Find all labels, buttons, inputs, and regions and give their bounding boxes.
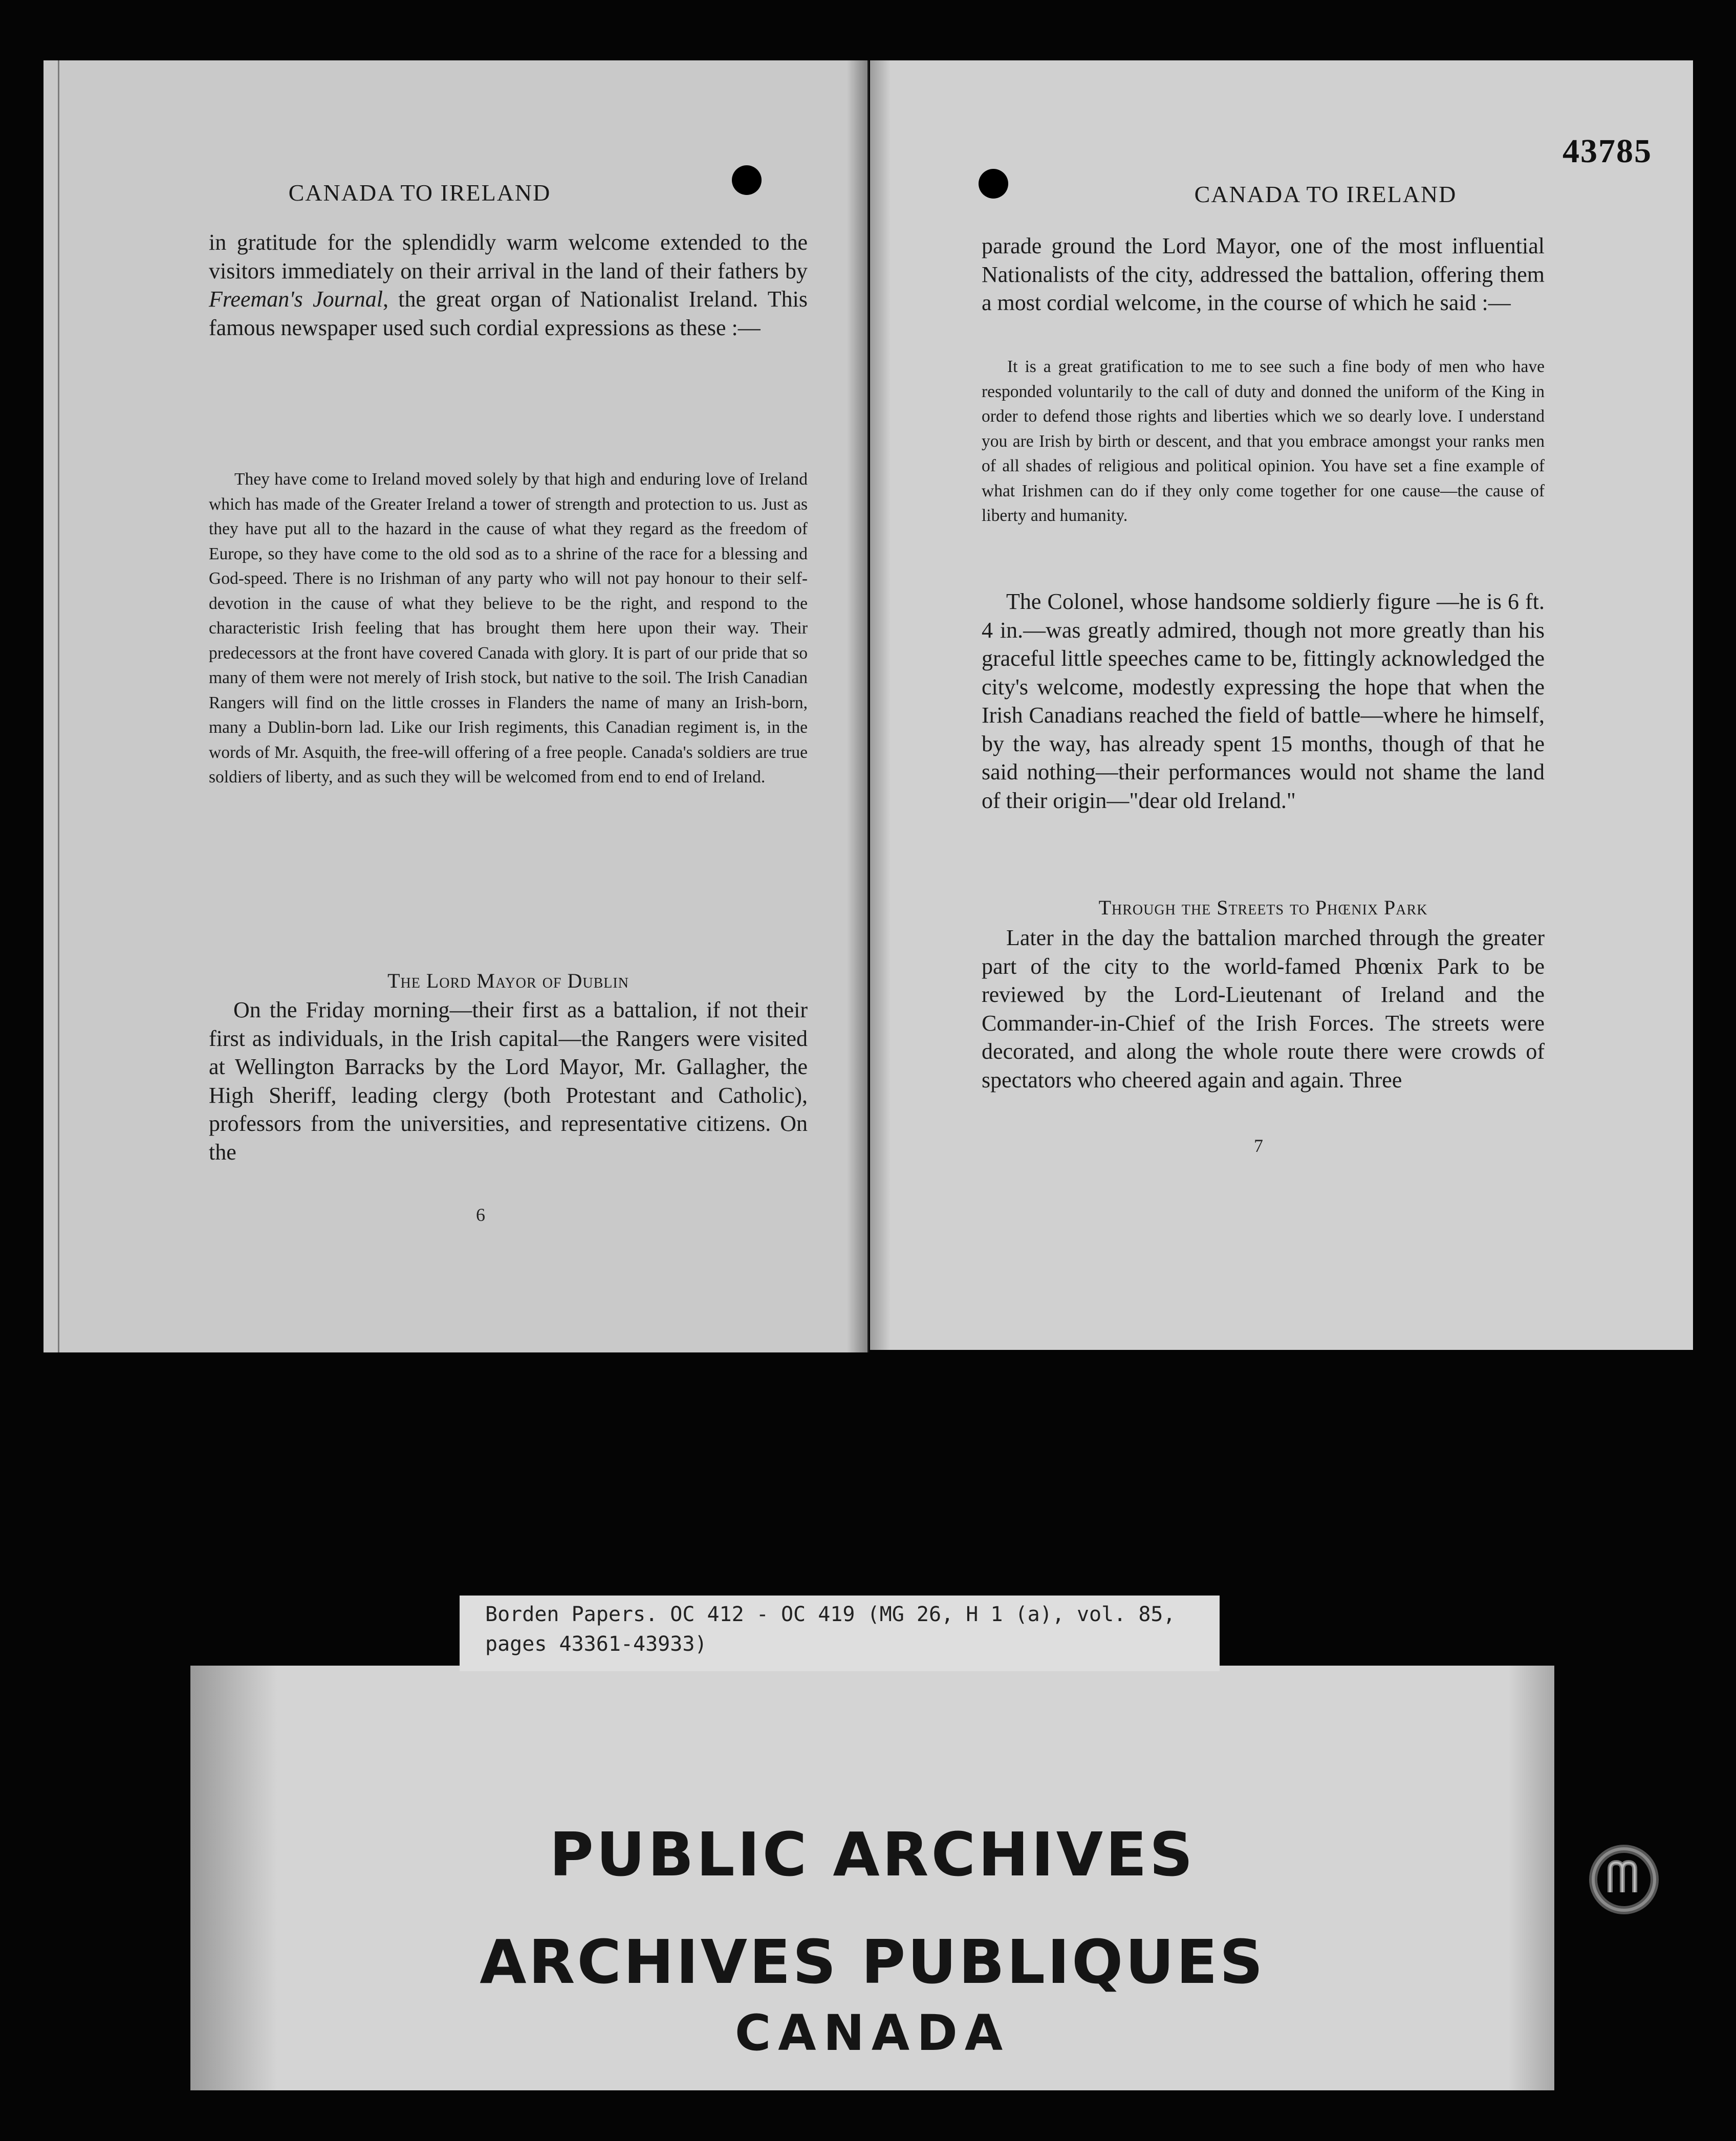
archive-country: CANADA: [734, 2004, 1010, 2062]
left-folio: 6: [476, 1205, 485, 1225]
intro-text-b: , the great organ of Nationalist Ireland. This famous newspaper used such cordial expressions as these :—: [209, 287, 808, 340]
archive-title-french: ARCHIVES PUBLIQUES: [480, 1927, 1265, 1997]
left-page: [44, 60, 869, 1352]
publication-title: Freeman's Journal: [209, 287, 383, 312]
archive-title-english: PUBLIC ARCHIVES: [549, 1819, 1196, 1890]
right-folio: 7: [1254, 1135, 1263, 1156]
left-subheading: The Lord Mayor of Dublin: [387, 969, 629, 992]
right-body-paragraph: [982, 924, 1545, 1094]
right-block-quote: [982, 355, 1545, 529]
quote-text: They have come to Ireland moved solely by that high and enduring love of Ireland which has made of the Greater Ireland a tower of strength and protection to us. Just as they have put all to the hazard in the cause of what they regard as the freedom of Europe, so they have come to the old sod as to a shrine of the race for a blessing and God-speed. There is no Irishman of any party who will not pay honour to their self-devotion in the cause of what they believe to be the right, and respond to the characteristic Irish feeling that has brought them here upon their way. Their predecessors at the front have covered Canada with glory. It is part of our pride that so many of them were not merely of Irish stock, but native to the soil. The Irish Canadian Rangers will find on the little crosses in Flanders the name of many an Irish-born, many a Dublin-born lad. Like our Irish regiments, this Canadian regiment is, in the words of Mr. Asquith, the free-will offering of a free people. Canada's soldiers are true soldiers of liberty, and as such they will be welcomed from end to end of Ireland.: [209, 470, 808, 787]
binding-hole: [732, 165, 762, 195]
page-edge-line: [58, 60, 59, 1352]
intro-text-a: in gratitude for the splendidly warm welcome extended to the visitors immediately on their arrival in the land of their fathers by: [209, 230, 808, 283]
body-text: Later in the day the battalion marched through the greater part of the city to the world-famed Phœnix Park to be reviewed by the Lord-Lieutenant of Ireland and the Commander-in-Chief of the Irish Forces. The streets were decorated, and along the whole route there were crowds of spectators who cheered again and again. Three: [982, 925, 1545, 1093]
spine-shadow: [870, 60, 891, 1350]
spine-shadow: [847, 60, 867, 1352]
microfilm-logo-icon: [1586, 1841, 1662, 1918]
reference-line-1: Borden Papers. OC 412 - OC 419 (MG 26, H 1 (a), vol. 85,: [485, 1603, 1176, 1626]
left-block-quote: [209, 467, 808, 790]
quote-text: It is a great gratification to me to see such a fine body of men who have responded voluntarily to the call of duty and donned the uniform of the King in order to defend those rights and liberties which we so dearly love. I understand you are Irish by birth or descent, and that you embrace amongst your ranks men of all shades of religious and political opinion. You have set a fine example of what Irishmen can do if they only come together for one cause—the cause of liberty and humanity.: [982, 357, 1545, 525]
left-running-head: CANADA TO IRELAND: [288, 180, 551, 206]
right-running-head: CANADA TO IRELAND: [1194, 181, 1457, 207]
left-body-paragraph: [209, 996, 808, 1166]
archive-page-number: 43785: [1563, 133, 1652, 170]
body-text: The Colonel, whose handsome soldierly figure —he is 6 ft. 4 in.—was greatly admired, though not more greatly than his graceful little speeches came to be, fittingly acknowledged the city's welcome, modestly expressing the hope that when the Irish Canadians reached the field of battle—where he himself, by the way, has already spent 15 months, though of that he said nothing—their performances would not shame the land of their origin—"dear old Ireland.": [982, 589, 1545, 813]
right-intro-paragraph: [982, 232, 1545, 317]
right-subheading: Through the Streets to Phœnix Park: [1098, 896, 1428, 919]
right-middle-paragraph: [982, 587, 1545, 815]
reference-label-slip: [460, 1596, 1220, 1671]
archive-card: [190, 1666, 1554, 2090]
right-page: [870, 60, 1693, 1350]
left-intro-paragraph: [209, 228, 808, 342]
intro-text: parade ground the Lord Mayor, one of the most influential Nationalists of the city, addressed the battalion, offering them a most cordial welcome, in the course of which he said :—: [982, 233, 1545, 315]
binding-hole: [979, 169, 1008, 199]
body-text: On the Friday morning—their first as a battalion, if not their first as individuals, in the Irish capital—the Rangers were visited at Wellington Barracks by the Lord Mayor, Mr. Gallagher, the High Sheriff, leading clergy (both Protestant and Catholic), professors from the universities, and representative citizens. On the: [209, 997, 808, 1165]
reference-line-2: pages 43361-43933): [485, 1632, 707, 1656]
